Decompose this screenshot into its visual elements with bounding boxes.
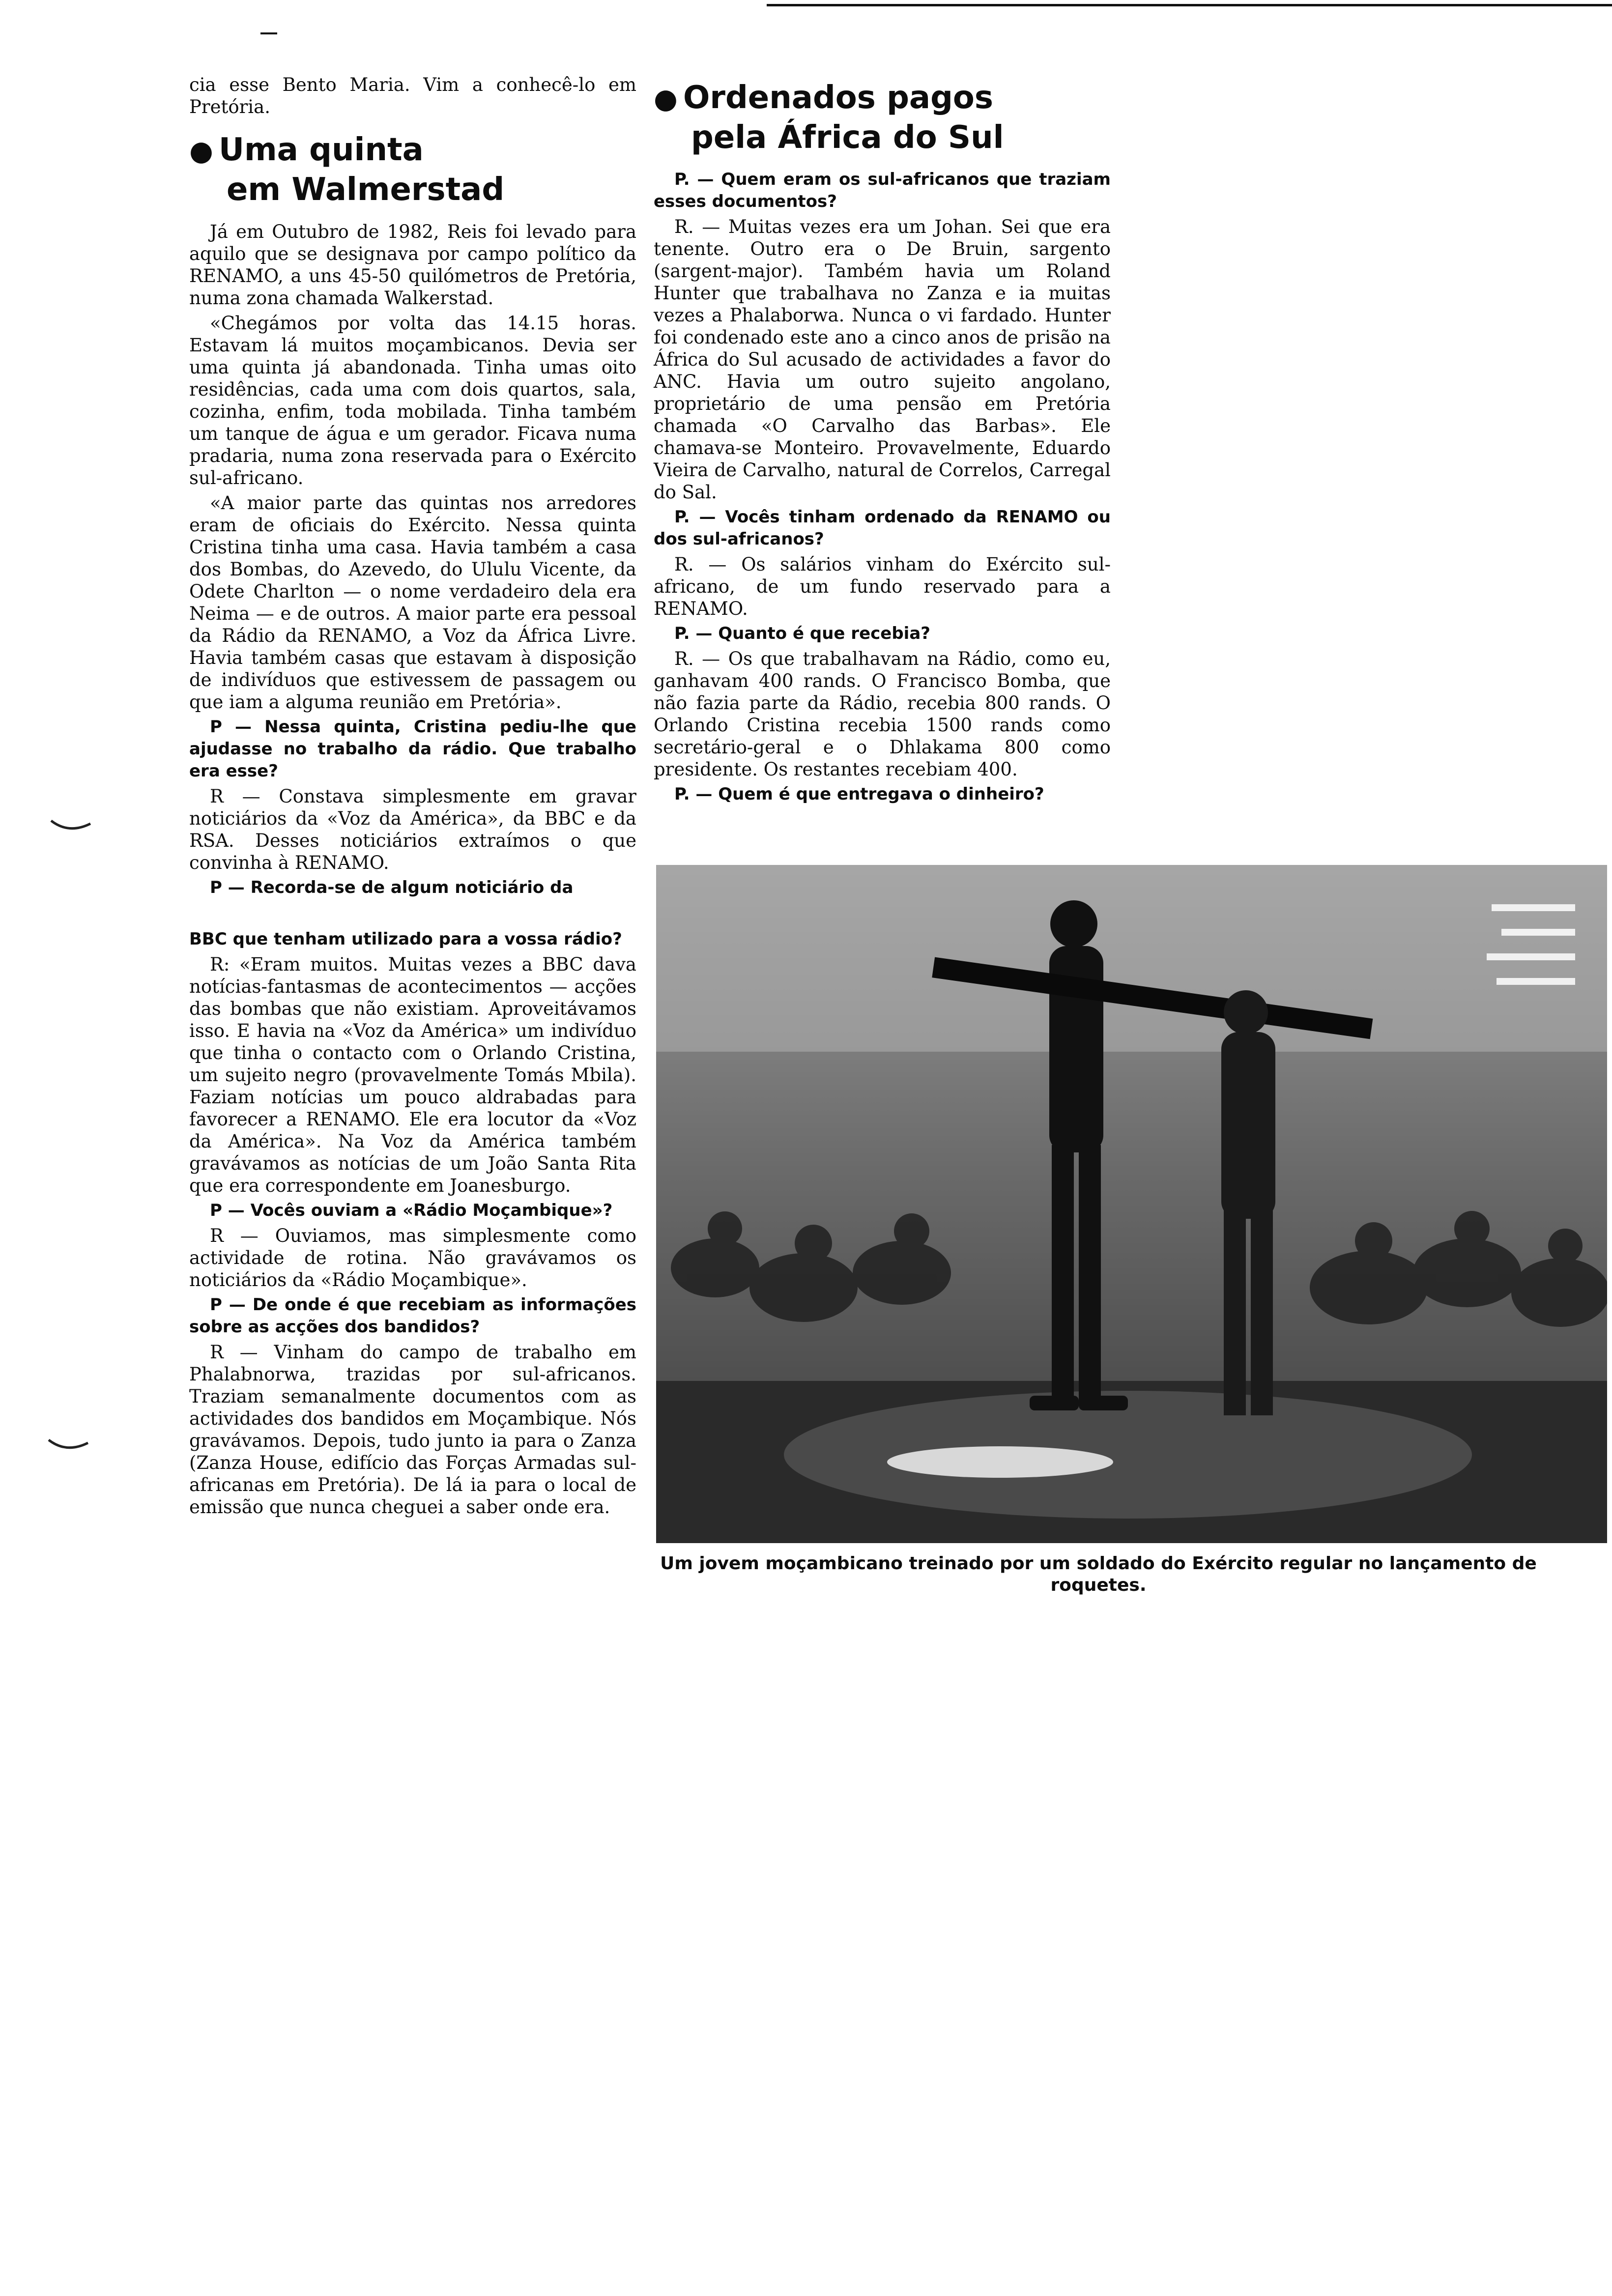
photo-illustration xyxy=(656,865,1607,1543)
photo-caption: Um jovem moçambicano treinado por um soldado do Exército regular no lançamento de roquetes. xyxy=(660,1553,1537,1595)
question: P. — Quanto é que recebia? xyxy=(674,624,931,643)
paragraph: «A maior parte das quintas nos arredores eram de oficiais do Exército. Nessa quinta Cristina tinha uma casa. Havia também a casa dos Bombas, do Azevedo, do Ululu Vicente, da Odete Charlton — o nome verdadeiro dela era Neima — e de outros. A maior parte era pessoal da Rádio da RENAMO, a Voz da África Livre. Havia também casas que estavam à disposição de indivíduos que estivessem de passagem ou que iam a alguma reunião em Pretória». xyxy=(189,492,636,713)
margin-mark-lower xyxy=(47,1435,91,1455)
question: P. — Quem eram os sul-africanos que traziam esses documentos? xyxy=(654,170,1111,211)
left-column xyxy=(189,74,636,1521)
question: P. — Vocês tinham ordenado da RENAMO ou dos sul-africanos? xyxy=(654,507,1111,549)
question: P — Vocês ouviam a «Rádio Moçambique»? xyxy=(210,1201,613,1220)
scan-edge-line xyxy=(767,4,1612,6)
answer: R — Vinham do campo de trabalho em Phalabnorwa, trazidas por sul-africanos. Traziam semanalmente documentos com as actividades dos bandidos em Moçambique. Nós gravávamos. Depois, tudo junto ia para o Zanza (Zanza House, edifício das Forças Armadas sul-africanas em Pretória). De lá ia para o local de emissão que nunca cheguei a saber onde era. xyxy=(189,1342,636,1518)
answer: R — Constava simplesmente em gravar noticiários da «Voz da América», da BBC e da RSA. Desses noticiários extraímos o que convinha à RENAMO. xyxy=(189,786,636,873)
section-heading-quinta: ● Uma quinta em Walmerstad xyxy=(189,132,505,208)
bullet-icon: ● xyxy=(189,135,213,167)
question-continued: BBC que tenham utilizado para a vossa rádio? xyxy=(189,929,622,949)
paragraph: Já em Outubro de 1982, Reis foi levado para aquilo que se designava por campo político da RENAMO, a uns 45-50 quilómetros de Pretória, numa zona chamada Walkerstad. xyxy=(189,221,636,309)
section-heading-ordenados: ● Ordenados pagos pela África do Sul xyxy=(654,80,1004,156)
question: P. — Quem é que entregava o dinheiro? xyxy=(674,784,1044,804)
question: P — De onde é que recebiam as informações sobre as acções dos bandidos? xyxy=(189,1295,636,1337)
answer: R: «Eram muitos. Muitas vezes a BBC dava notícias-fantasmas de acontecimentos — acções das bombas que não existiam. Aproveitávamos isso. E havia na «Voz da América» um indivíduo que tinha o contacto com o Orlando Cristina, um sujeito negro (provavelmente Tomás Mbila). Faziam notícias um pouco aldrabadas para favorecer a RENAMO. Ele era locutor da «Voz da América». Na Voz da América também gravávamos as notícias de um João Santa Rita que era correspondente em Joanesburgo. xyxy=(189,954,636,1196)
intro-text: cia esse Bento Maria. Vim a conhecê-lo em Pretória. xyxy=(189,74,636,117)
bullet-icon: ● xyxy=(654,83,678,115)
answer: R — Ouviamos, mas simplesmente como actividade de rotina. Não gravávamos os noticiários da «Rádio Moçambique». xyxy=(189,1225,636,1291)
margin-mark-upper xyxy=(49,816,93,835)
right-column xyxy=(654,79,1111,808)
scan-dash xyxy=(260,32,277,34)
answer: R. — Muitas vezes era um Johan. Sei que era tenente. Outro era o De Bruin, sargento (sargent-major). Também havia um Roland Hunter que trabalhava no Zanza e ia muitas vezes a Phalaborwa. Nunca o vi fardado. Hunter foi condenado este ano a cinco anos de prisão na África do Sul acusado de actividades a favor do ANC. Havia um outro sujeito angolano, proprietário de uma pensão em Pretória chamada «O Carvalho das Barbas». Ele chamava-se Monteiro. Provavelmente, Eduardo Vieira de Carvalho, natural de Correlos, Carregal do Sal. xyxy=(654,216,1111,503)
answer: R. — Os que trabalhavam na Rádio, como eu, ganhavam 400 rands. O Francisco Bomba, que não fazia parte da Rádio, recebia 800 rands. O Orlando Cristina recebia 1500 rands como secretário-geral e o Dhlakama 800 como presidente. Os restantes recebiam 400. xyxy=(654,648,1111,780)
question: P — Nessa quinta, Cristina pediu-lhe que ajudasse no trabalho da rádio. Que trabalho era esse? xyxy=(189,717,636,781)
answer: R. — Os salários vinham do Exército sul-africano, de um fundo reservado para a RENAMO. xyxy=(654,554,1111,619)
question: P — Recorda-se de algum noticiário da xyxy=(210,878,574,897)
news-photo xyxy=(656,865,1607,1543)
paragraph: «Chegámos por volta das 14.15 horas. Estavam lá muitos moçambicanos. Devia ser uma quinta já abandonada. Tinha umas oito residências, cada uma com dois quartos, sala, cozinha, enfim, toda mobilada. Tinha também um tanque de água e um gerador. Ficava numa pradaria, numa zona reservada para o Exército sul-africano. xyxy=(189,313,636,488)
